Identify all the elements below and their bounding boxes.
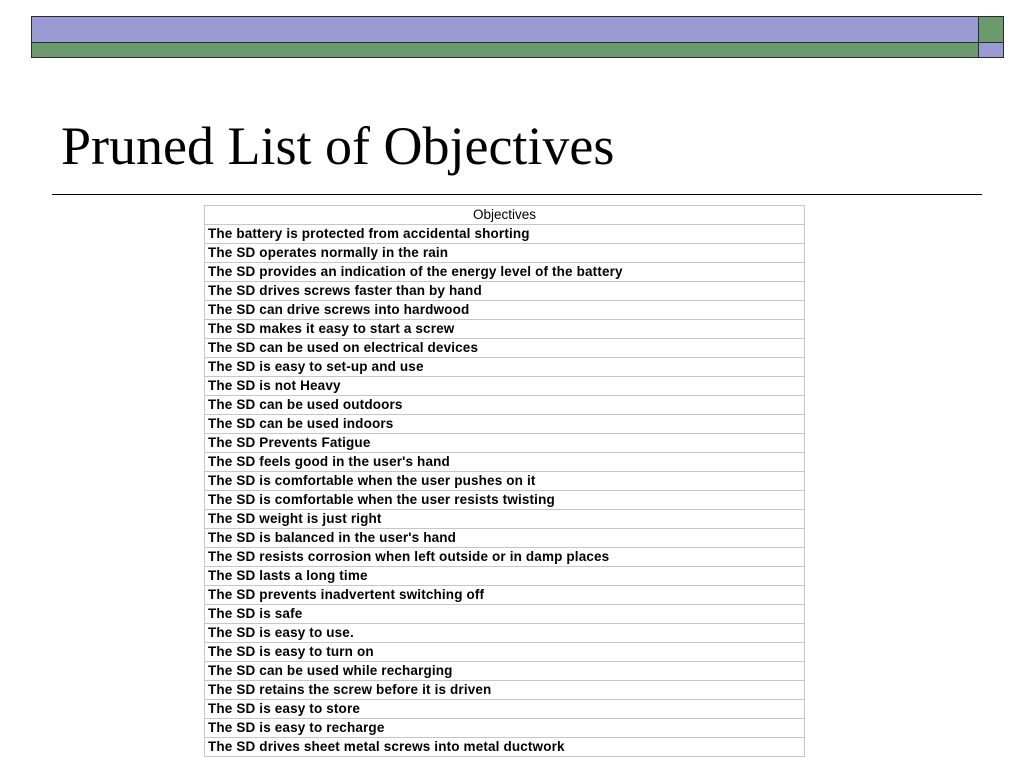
objective-cell: The SD feels good in the user's hand (205, 453, 805, 472)
table-row (205, 681, 805, 700)
objective-cell: The SD drives sheet metal screws into metal ductwork (205, 738, 805, 757)
table-row (205, 339, 805, 358)
table-row (205, 662, 805, 681)
objective-cell: The SD is easy to turn on (205, 643, 805, 662)
table-header-objectives: Objectives (205, 206, 805, 225)
table-row (205, 396, 805, 415)
objective-cell: The SD operates normally in the rain (205, 244, 805, 263)
objective-cell: The SD lasts a long time (205, 567, 805, 586)
table-row (205, 738, 805, 757)
table-row (205, 700, 805, 719)
table-row (205, 643, 805, 662)
table-row (205, 624, 805, 643)
table-row (205, 605, 805, 624)
table-row (205, 415, 805, 434)
objective-cell: The SD weight is just right (205, 510, 805, 529)
header-square-purple (978, 42, 1004, 58)
objective-cell: The SD is balanced in the user's hand (205, 529, 805, 548)
objective-cell: The SD is comfortable when the user pushes on it (205, 472, 805, 491)
header-bar-green (31, 42, 979, 58)
table-body (205, 225, 805, 757)
table-row (205, 719, 805, 738)
objective-cell: The SD can be used indoors (205, 415, 805, 434)
table-row (205, 586, 805, 605)
objective-cell: The SD Prevents Fatigue (205, 434, 805, 453)
table-row (205, 244, 805, 263)
objectives-table (204, 205, 805, 757)
objective-cell: The SD retains the screw before it is driven (205, 681, 805, 700)
objective-cell: The SD is easy to use. (205, 624, 805, 643)
objective-cell: The SD is easy to store (205, 700, 805, 719)
table-header-row (205, 206, 805, 225)
table-row (205, 263, 805, 282)
table-row (205, 567, 805, 586)
header-bar-purple (31, 16, 979, 43)
table-row (205, 472, 805, 491)
title-divider (52, 194, 982, 195)
objective-cell: The SD is easy to recharge (205, 719, 805, 738)
table-row (205, 453, 805, 472)
objective-cell: The SD resists corrosion when left outside or in damp places (205, 548, 805, 567)
table-row (205, 377, 805, 396)
table-row (205, 510, 805, 529)
objective-cell: The SD can be used on electrical devices (205, 339, 805, 358)
objective-cell: The SD is safe (205, 605, 805, 624)
table-row (205, 282, 805, 301)
header-square-green (978, 16, 1004, 43)
objective-cell: The SD can be used outdoors (205, 396, 805, 415)
table-row (205, 529, 805, 548)
objective-cell: The SD is easy to set-up and use (205, 358, 805, 377)
objective-cell: The SD is not Heavy (205, 377, 805, 396)
objective-cell: The SD drives screws faster than by hand (205, 282, 805, 301)
slide-title: Pruned List of Objectives (61, 116, 615, 176)
table-row (205, 434, 805, 453)
table-row (205, 225, 805, 244)
table-row (205, 301, 805, 320)
objective-cell: The battery is protected from accidental shorting (205, 225, 805, 244)
table-row (205, 491, 805, 510)
objective-cell: The SD can be used while recharging (205, 662, 805, 681)
objectives-table-container (204, 205, 805, 757)
objective-cell: The SD makes it easy to start a screw (205, 320, 805, 339)
table-row (205, 320, 805, 339)
table-row (205, 358, 805, 377)
objective-cell: The SD can drive screws into hardwood (205, 301, 805, 320)
objective-cell: The SD prevents inadvertent switching off (205, 586, 805, 605)
objective-cell: The SD provides an indication of the energy level of the battery (205, 263, 805, 282)
table-row (205, 548, 805, 567)
objective-cell: The SD is comfortable when the user resists twisting (205, 491, 805, 510)
